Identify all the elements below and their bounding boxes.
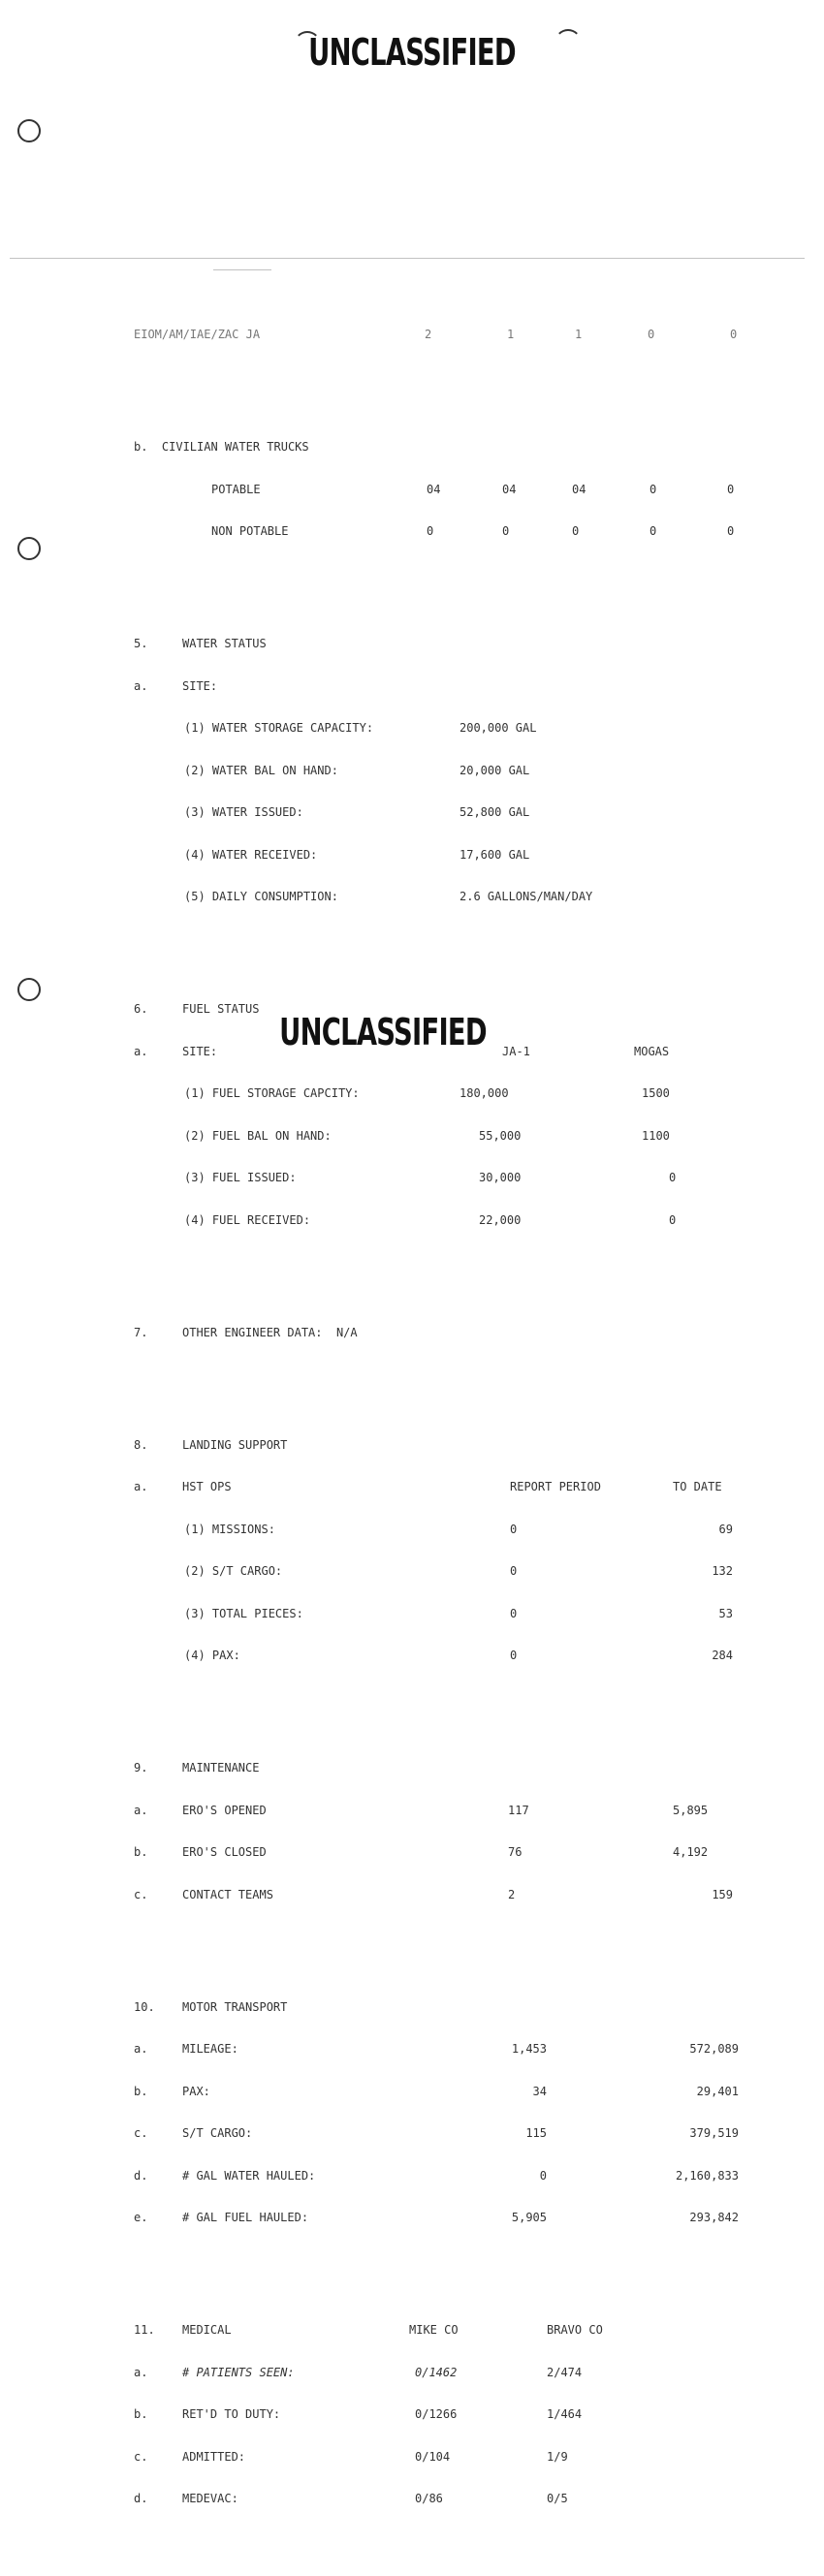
sub-letter: e. [134, 2211, 148, 2224]
section-number: 7. [134, 1325, 148, 1339]
column-header: BRAVO CO [547, 2323, 603, 2337]
row-label: (3) TOTAL PIECES: [184, 1606, 303, 1620]
column-header: REPORT PERIOD [510, 1480, 601, 1493]
row-label: (4) PAX: [184, 1649, 240, 1662]
sub-letter: b. [134, 2084, 148, 2098]
medical-row [134, 2407, 583, 2422]
fuel-row [134, 1128, 670, 1144]
row-label: ADMITTED: [182, 2449, 246, 2464]
fuel-row [134, 1086, 670, 1101]
section-title: WATER STATUS [182, 637, 267, 650]
partial-value: 1 [575, 328, 583, 341]
row-label: CONTACT TEAMS [182, 1887, 273, 1901]
row-value: 284 [712, 1649, 733, 1662]
row-value: 53 [718, 1606, 733, 1620]
fuel-row [134, 1171, 677, 1185]
water-trucks-heading [134, 440, 309, 455]
row-value: 0/1266 [415, 2407, 458, 2421]
section-water-status [134, 637, 267, 651]
punch-hole-bottom [17, 978, 41, 1001]
landing-row [134, 1522, 733, 1537]
landing-ops-row [134, 1480, 722, 1494]
section-medical [134, 2323, 603, 2338]
row-label: # PATIENTS SEEN: [182, 2365, 295, 2379]
partial-value: 1 [507, 328, 515, 341]
fuel-row [134, 1212, 677, 1228]
row-label: (3) FUEL ISSUED: [184, 1171, 297, 1184]
partial-value: 2 [425, 328, 432, 341]
scan-noise-fragment [213, 269, 271, 270]
section-motor-transport [134, 1999, 288, 2015]
row-value: 34 [532, 2084, 547, 2098]
sub-letter: a. [134, 2042, 148, 2056]
sub-letter: b. [134, 1845, 148, 1859]
row-value: 20,000 GAL [460, 763, 530, 777]
row-value: 17,600 GAL [460, 847, 530, 862]
row-label: # GAL WATER HAULED: [182, 2168, 316, 2183]
classification-stamp-bottom: UNCLASSIFIED [279, 1011, 487, 1053]
maintenance-row [134, 1845, 709, 1860]
row-label: (4) WATER RECEIVED: [184, 847, 318, 862]
water-trucks-label: b. CIVILIAN WATER TRUCKS [134, 440, 309, 454]
row-value: 0 [510, 1606, 518, 1620]
row-label: ERO'S OPENED [182, 1803, 267, 1817]
row-value: 0/104 [415, 2449, 451, 2464]
landing-row [134, 1649, 733, 1663]
section-number: 8. [134, 1437, 148, 1452]
section-title: MOTOR TRANSPORT [182, 1999, 288, 2014]
row-label: MILEAGE: [182, 2042, 238, 2056]
row-value: 1,453 [511, 2042, 547, 2056]
transport-row [134, 2168, 739, 2183]
row-value: 0 [510, 1649, 518, 1662]
transport-row [134, 2042, 739, 2057]
row-label: (1) WATER STORAGE CAPACITY: [184, 721, 374, 735]
row-value: 1/464 [547, 2407, 583, 2421]
ops-label: HST OPS [182, 1480, 232, 1493]
row-label: RET'D TO DUTY: [182, 2407, 281, 2421]
row-value: 29,401 [696, 2084, 739, 2098]
row-value: 0 [539, 2168, 547, 2183]
row-value: 132 [712, 1564, 733, 1578]
row-value: 2.6 GALLONS/MAN/DAY [460, 890, 593, 903]
section-title: LANDING SUPPORT [182, 1437, 288, 1452]
row-value: 1500 [642, 1086, 670, 1100]
row-value: 0 [510, 1522, 518, 1536]
row-value: 4,192 [673, 1845, 709, 1859]
row-value: 2 [508, 1887, 516, 1901]
sub-letter: b. [134, 2407, 148, 2421]
section-landing-support [134, 1437, 288, 1453]
column-header: JA-1 [502, 1044, 530, 1058]
sub-letter: a. [134, 1044, 148, 1058]
row-label: (3) WATER ISSUED: [184, 805, 303, 819]
row-value: 0 [427, 524, 434, 538]
water-trucks-row [134, 482, 735, 497]
row-value: 2/474 [547, 2365, 583, 2379]
partial-value: 0 [730, 328, 738, 341]
row-value: 55,000 [479, 1128, 522, 1143]
classification-stamp-top: UNCLASSIFIED [308, 31, 516, 74]
sub-letter: a. [134, 678, 148, 693]
maintenance-row [134, 1803, 709, 1818]
row-value: 22,000 [479, 1212, 522, 1227]
row-value: 04 [572, 482, 586, 496]
sub-letter: c. [134, 2126, 148, 2140]
punch-arc-right [555, 29, 582, 56]
row-value: 379,519 [689, 2126, 739, 2140]
landing-row [134, 1564, 733, 1579]
row-label: (2) S/T CARGO: [184, 1564, 283, 1578]
transport-row [134, 2126, 739, 2141]
water-row [134, 847, 530, 863]
sub-letter: c. [134, 2449, 148, 2464]
punch-hole-middle [17, 537, 41, 560]
sub-letter: a. [134, 2365, 148, 2379]
section-number: 11. [134, 2323, 155, 2337]
column-header: TO DATE [673, 1480, 722, 1493]
row-label: (5) DAILY CONSUMPTION: [184, 890, 338, 903]
row-value: 180,000 [460, 1086, 509, 1100]
row-value: 0 [727, 482, 735, 496]
column-header: MIKE CO [409, 2323, 459, 2337]
row-value: 1/9 [547, 2449, 568, 2464]
section-title: MAINTENANCE [182, 1761, 260, 1775]
row-label: POTABLE [211, 482, 261, 496]
row-label: NON POTABLE [211, 524, 289, 538]
transport-row [134, 2084, 739, 2099]
section-maintenance [134, 1761, 260, 1775]
water-row [134, 721, 537, 736]
row-label: PAX: [182, 2084, 210, 2098]
sub-letter: d. [134, 2492, 148, 2505]
row-value: 117 [508, 1803, 529, 1817]
row-label: (2) FUEL BAL ON HAND: [184, 1128, 332, 1143]
section-number: 6. [134, 1002, 148, 1016]
punch-hole-top [17, 119, 41, 142]
row-value: 04 [427, 482, 441, 496]
sub-letter: c. [134, 1887, 148, 1901]
section-number: 10. [134, 1999, 155, 2014]
maintenance-row [134, 1887, 733, 1902]
transport-row [134, 2211, 739, 2225]
row-value: 76 [508, 1845, 523, 1859]
partial-value: 0 [648, 328, 655, 341]
row-value: 0 [510, 1564, 518, 1578]
column-header: MOGAS [634, 1044, 670, 1058]
row-label: MEDEVAC: [182, 2492, 238, 2505]
section-title: MEDICAL [182, 2323, 232, 2337]
partial-line [134, 328, 738, 342]
row-value: 0/1462 [415, 2365, 458, 2379]
row-value: 293,842 [689, 2211, 739, 2224]
medical-row [134, 2449, 568, 2465]
site-label: SITE: [182, 678, 218, 693]
scan-noise-line [10, 258, 805, 259]
row-value: 0/5 [547, 2492, 568, 2505]
punch-arc-left [294, 31, 321, 58]
row-value: 0 [669, 1171, 677, 1184]
water-trucks-row [134, 524, 735, 539]
water-row [134, 763, 530, 778]
section-number: 9. [134, 1761, 148, 1775]
water-row [134, 890, 593, 904]
row-value: 5,895 [673, 1803, 709, 1817]
row-value: 69 [718, 1522, 733, 1536]
medical-row [134, 2492, 568, 2506]
row-value: 5,905 [511, 2211, 547, 2224]
row-value: 1100 [642, 1128, 670, 1143]
row-value: 159 [712, 1887, 733, 1901]
row-value: 0 [572, 524, 580, 538]
row-value: 04 [502, 482, 517, 496]
row-label: (1) MISSIONS: [184, 1522, 275, 1536]
row-value: 0/86 [415, 2492, 443, 2505]
partial-line-label: EIOM/AM/IAE/ZAC JA [134, 328, 261, 341]
row-value: 0 [669, 1212, 677, 1227]
row-value: 0 [650, 482, 657, 496]
medical-row [134, 2365, 583, 2380]
row-value: 200,000 GAL [460, 721, 537, 735]
sub-letter: d. [134, 2168, 148, 2183]
row-label: (4) FUEL RECEIVED: [184, 1212, 311, 1227]
row-value: 0 [502, 524, 510, 538]
row-value: 52,800 GAL [460, 805, 530, 819]
row-label: (2) WATER BAL ON HAND: [184, 763, 338, 777]
row-value: 115 [525, 2126, 547, 2140]
water-row [134, 805, 530, 820]
landing-row [134, 1606, 733, 1621]
row-label: # GAL FUEL HAULED: [182, 2211, 309, 2224]
section-other-engineer [134, 1325, 358, 1340]
section-number: 5. [134, 637, 148, 650]
row-label: S/T CARGO: [182, 2126, 253, 2140]
row-value: 572,089 [689, 2042, 739, 2056]
row-value: 2,160,833 [675, 2168, 739, 2183]
section-title: FUEL STATUS [182, 1002, 260, 1016]
row-label: (1) FUEL STORAGE CAPCITY: [184, 1086, 360, 1100]
sub-letter: a. [134, 1803, 148, 1817]
sub-letter: a. [134, 1480, 148, 1493]
row-label: ERO'S CLOSED [182, 1845, 267, 1859]
site-label: SITE: [182, 1044, 218, 1058]
section-title: OTHER ENGINEER DATA: N/A [182, 1325, 358, 1339]
row-value: 0 [650, 524, 657, 538]
row-value: 30,000 [479, 1171, 522, 1184]
row-value: 0 [727, 524, 735, 538]
water-site-row [134, 678, 218, 694]
